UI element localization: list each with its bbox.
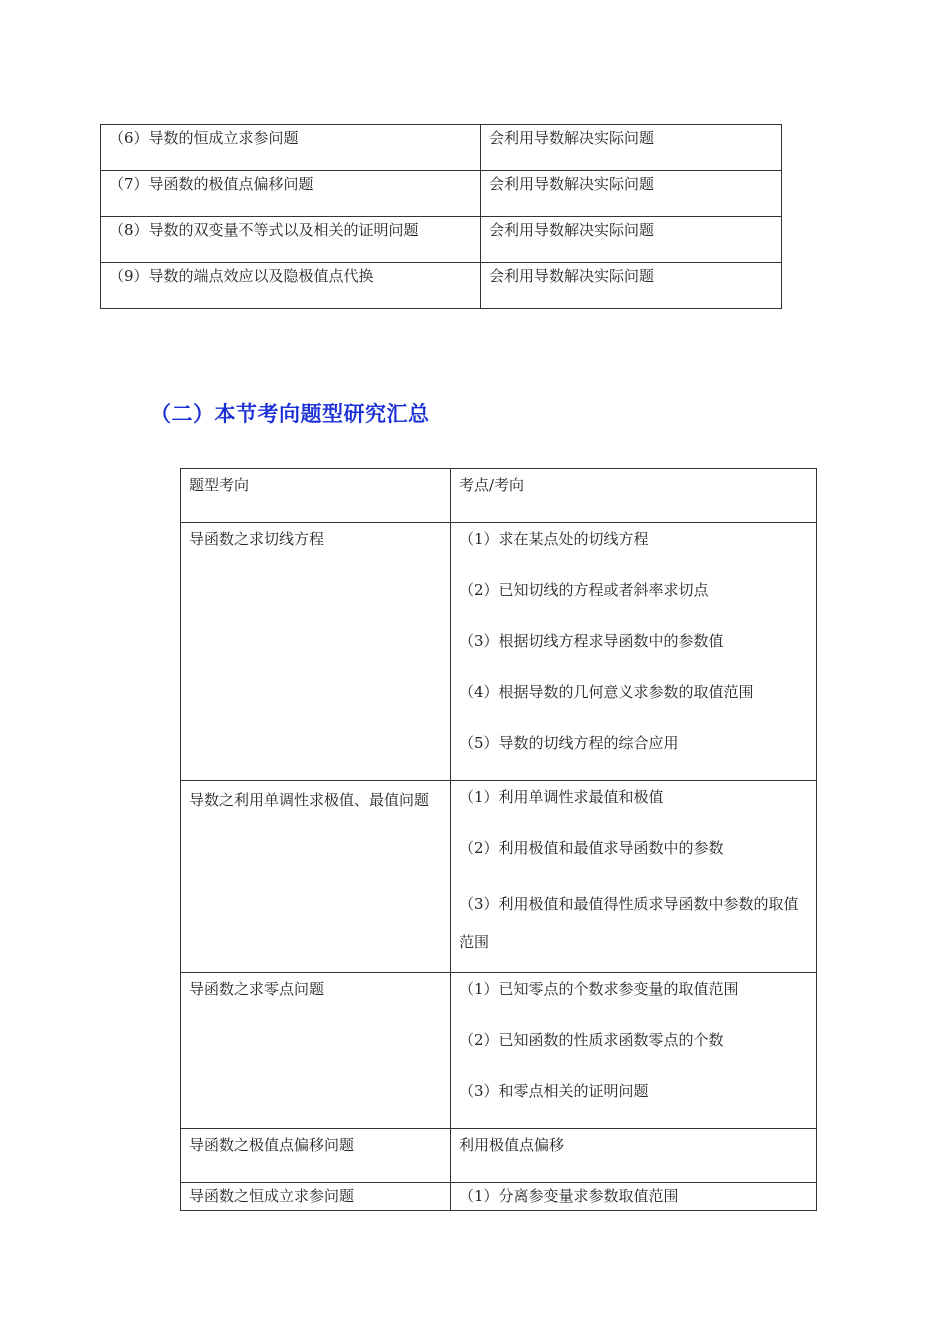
table-cell: 会利用导数解决实际问题 <box>481 217 782 263</box>
list-item: （1）求在某点处的切线方程 <box>459 530 649 548</box>
table-row <box>101 217 782 263</box>
header-cell: 考点/考向 <box>451 469 817 523</box>
table-row <box>181 973 817 1129</box>
list-item: 利用极值点偏移 <box>459 1136 565 1154</box>
table-row <box>181 781 817 973</box>
table-cell: 导函数之求切线方程 <box>181 523 451 781</box>
table-row <box>101 125 782 171</box>
table-cell <box>451 523 817 781</box>
list-item: （2）利用极值和最值求导函数中的参数 <box>459 839 724 857</box>
table-row <box>101 171 782 217</box>
table-cell: （7）导函数的极值点偏移问题 <box>101 171 481 217</box>
table-cell: 会利用导数解决实际问题 <box>481 263 782 309</box>
table-row <box>101 263 782 309</box>
table-cell: （8）导数的双变量不等式以及相关的证明问题 <box>101 217 481 263</box>
table-cell <box>451 1183 817 1211</box>
table-cell: 导函数之求零点问题 <box>181 973 451 1129</box>
requirements-table <box>100 124 782 309</box>
table-row <box>181 523 817 781</box>
table-cell <box>451 1129 817 1183</box>
table-header-row <box>181 469 817 523</box>
list-item: （4）根据导数的几何意义求参数的取值范围 <box>459 683 754 701</box>
list-item: （1）分离参变量求参数取值范围 <box>459 1187 679 1205</box>
table-cell <box>451 973 817 1129</box>
table-cell: 导函数之恒成立求参问题 <box>181 1183 451 1211</box>
list-item: （2）已知切线的方程或者斜率求切点 <box>459 581 709 599</box>
list-item: （1）利用单调性求最值和极值 <box>459 788 664 806</box>
list-item: （1）已知零点的个数求参变量的取值范围 <box>459 980 739 998</box>
list-item: （3）根据切线方程求导函数中的参数值 <box>459 632 724 650</box>
table-row <box>181 1183 817 1211</box>
table-cell: 导数之利用单调性求极值、最值问题 <box>181 781 451 973</box>
table-row <box>181 1129 817 1183</box>
table-cell <box>451 781 817 973</box>
table-cell: （6）导数的恒成立求参问题 <box>101 125 481 171</box>
list-item: （3）利用极值和最值得性质求导函数中参数的取值范围 <box>459 895 799 951</box>
list-item: （5）导数的切线方程的综合应用 <box>459 734 679 752</box>
table-cell: 会利用导数解决实际问题 <box>481 171 782 217</box>
list-item: （2）已知函数的性质求函数零点的个数 <box>459 1031 724 1049</box>
table-cell: 会利用导数解决实际问题 <box>481 125 782 171</box>
table-cell: （9）导数的端点效应以及隐极值点代换 <box>101 263 481 309</box>
question-type-table <box>180 468 817 1211</box>
header-cell: 题型考向 <box>181 469 451 523</box>
list-item: （3）和零点相关的证明问题 <box>459 1082 649 1100</box>
table-cell: 导函数之极值点偏移问题 <box>181 1129 451 1183</box>
section-heading: （二）本节考向题型研究汇总 <box>150 402 430 426</box>
